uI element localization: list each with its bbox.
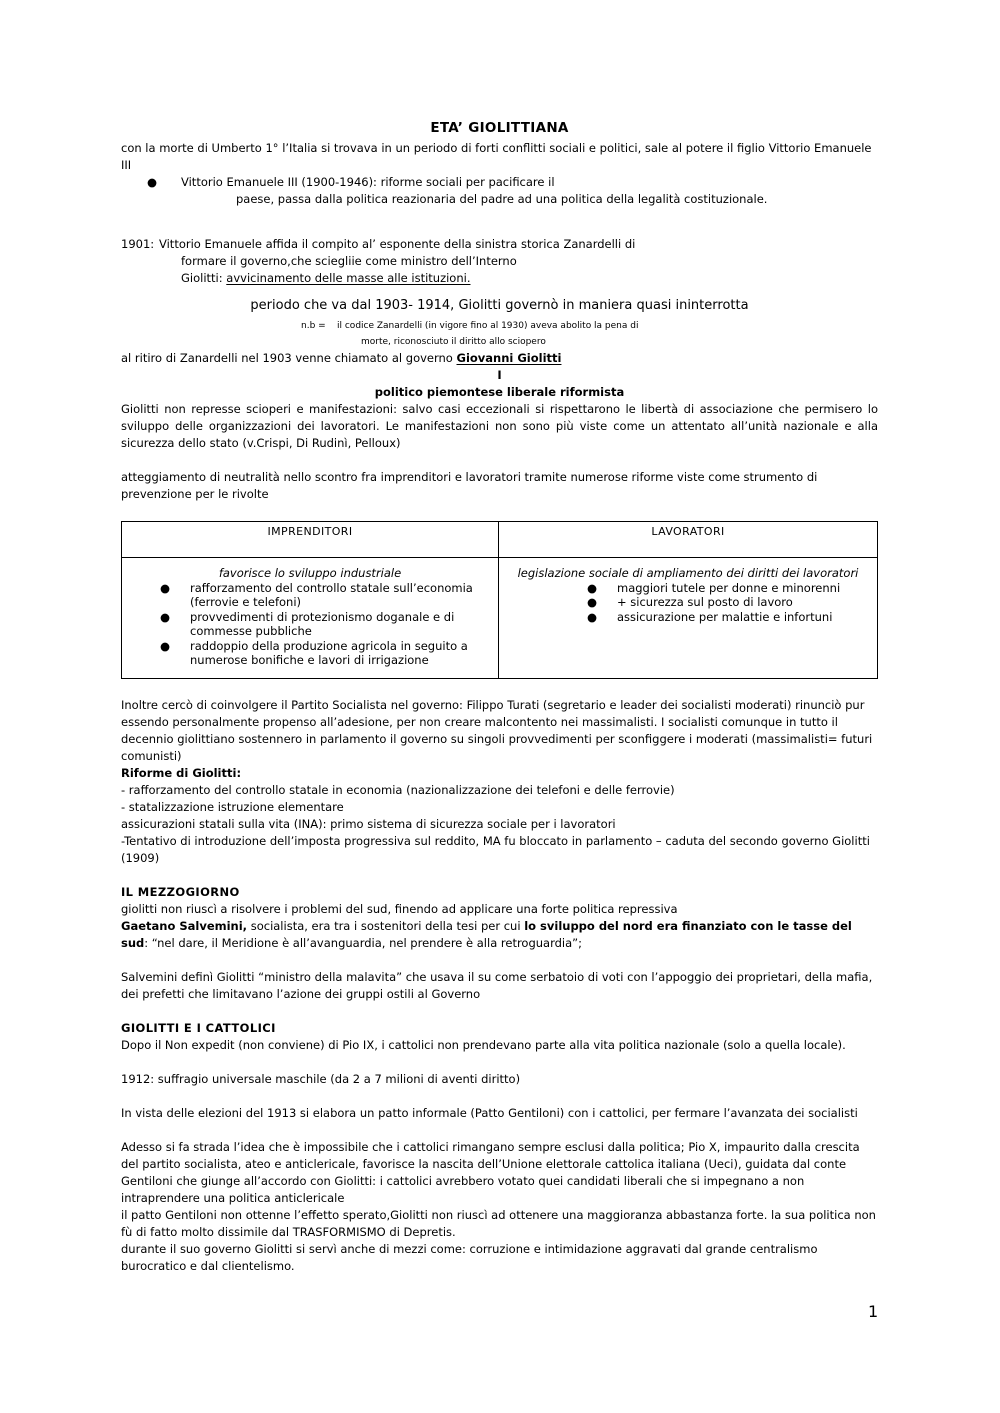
- nota-bene-text-1: il codice Zanardelli (in vigore fino al 1930) aveva abolito la pena di: [337, 321, 639, 331]
- bullet-icon: ●: [160, 638, 171, 653]
- bullet-vittorio-emanuele: [121, 174, 878, 191]
- neutralita-paragraph: atteggiamento di neutralità nello scontro fra imprenditori e lavoratori tramite numerose riforme viste come strumento di prevenzione per le rivolte: [121, 470, 818, 501]
- year-1901-block: [121, 236, 878, 253]
- nota-bene-line-2: morte, riconosciuto il diritto allo sciopero: [361, 337, 546, 347]
- politico-subtitle: politico piemontese liberale riformista: [374, 385, 625, 399]
- bullet-icon: ●: [587, 580, 598, 595]
- bullet-line-2: paese, passa dalla politica reazionaria del padre ad una politica della legalità costituzionale.: [236, 192, 768, 206]
- suffragio-line: 1912: suffragio universale maschile (da 2 a 7 milioni di aventi diritto): [121, 1071, 521, 1086]
- list-item: ● + sicurezza sul posto di lavoro: [587, 595, 793, 609]
- page-number: 1: [868, 1302, 879, 1321]
- bullet-icon: ●: [147, 175, 158, 189]
- malavita-paragraph: Salvemini definì Giolitti “ministro della malavita” che usava il su come serbatoio di voti con l’appoggio dei proprietari, della mafia, dei prefetti che limitavano l’azione dei gruppi ostili al Governo: [121, 969, 873, 1001]
- mezzogiorno-heading: IL MEZZOGIORNO: [121, 884, 240, 899]
- salvemini-paragraph: Gaetano Salvemini, socialista, era tra i sostenitori della tesi per cui lo sviluppo del nord era finanziato con le tasse del sud: “nel dare, il Meridione è all’avanguardia, nel prendere è alla retroguardia”;: [121, 918, 852, 950]
- masse-istituzioni-underlined: avvicinamento delle masse alle istituzioni.: [226, 271, 471, 285]
- cell-lavoratori: [499, 558, 878, 679]
- document-page: [121, 120, 878, 1275]
- bullet-icon: ●: [587, 595, 598, 609]
- adesso-paragraph: Adesso si fa strada l’idea che è impossibile che i cattolici rimangano sempre esclusi dalla politica; Pio X, impaurito dalla crescita del partito socialista, ateo e anticlericale, favorisce la nascita dell’Unione elettorale cattolica italiana (Ueci), guidata dal conte Gentiloni che giunge all’accordo con Giolitti: i cattolici avrebbero votato quei candidati liberali che si impegnano a non intraprendere una politica anticlericale: [121, 1139, 860, 1205]
- riforme-heading: Riforme di Giolitti:: [121, 765, 242, 780]
- esito-paragraph: il patto Gentiloni non ottenne l’effetto sperato,Giolitti non riuscì ad ottenere una maggioranza abbastanza forte. la sua politica non fù di fatto molto dissimile dal TRASFORMISMO di Depretis.: [121, 1207, 876, 1239]
- imprenditori-title: favorisce lo sviluppo industriale: [218, 566, 402, 580]
- mezzogiorno-line-1: giolitti non riuscì a risolvere i problemi del sud, finendo ad applicare una forte politica repressiva: [121, 901, 678, 916]
- document-title: ETA’ GIOLITTIANA: [430, 120, 569, 136]
- riforma-item: assicurazioni statali sulla vita (INA): primo sistema di sicurezza sociale per i lavoratori: [121, 816, 616, 831]
- list-item: ● rafforzamento del controllo statale sull’economia (ferrovie e telefoni): [160, 580, 473, 609]
- nota-bene-line-1: [121, 318, 878, 334]
- bullet-icon: ●: [160, 609, 171, 624]
- patto-line: In vista delle elezioni del 1913 si elabora un patto informale (Patto Gentiloni) con i cattolici, per fermare l’avanzata dei socialisti: [121, 1105, 858, 1120]
- zanardelli-retire-text: al ritiro di Zanardelli nel 1903 venne chiamato al governo: [121, 351, 457, 365]
- intro-paragraph: con la morte di Umberto 1° l’Italia si trovava in un periodo di forti conflitti sociali e politici, sale al potere il figlio Vittorio Emanuele III: [121, 141, 872, 172]
- giolitti-label: Giolitti:: [181, 271, 227, 285]
- scioperi-paragraph: Giolitti non represse scioperi e manifestazioni: salvo casi eccezionali si rispettarono le libertà di associazione che permisero lo sviluppo delle organizzazioni dei lavoratori. Le manifestazioni non sono più viste come un attentato all’unità nazionale e alla sicurezza dello stato (v.Crispi, Di Rudinì, Pelloux): [121, 402, 878, 450]
- cell-imprenditori: [122, 558, 499, 679]
- bullet-icon: ●: [587, 609, 598, 624]
- riforma-item: -Tentativo di introduzione dell’imposta progressiva sul reddito, MA fu bloccato in parlamento – caduta del secondo governo Giolitti (1909): [121, 833, 870, 865]
- year-1901-line-2: formare il governo,che sciegliie come ministro dell’Interno: [181, 254, 517, 268]
- period-heading: periodo che va dal 1903- 1914, Giolitti governò in maniera quasi ininterrotta: [250, 298, 749, 313]
- riforma-item: - statalizzazione istruzione elementare: [121, 799, 344, 814]
- year-1901-line-3: [121, 270, 878, 287]
- corruzione-paragraph: durante il suo governo Giolitti si servì anche di mezzi come: corruzione e intimidazione aggravati dal grande centralismo burocratico e dal clientelismo.: [121, 1241, 818, 1273]
- lavoratori-title: legislazione sociale di ampliamento dei diritti dei lavoratori: [517, 566, 859, 580]
- year-1901-line-1: Vittorio Emanuele affida il compito al’ esponente della sinistra storica Zanardelli di: [159, 237, 636, 251]
- header-imprenditori: IMPRENDITORI: [122, 522, 499, 558]
- list-item: ● raddoppio della produzione agricola in seguito a numerose bonifiche e lavori di irrigazione: [160, 638, 468, 667]
- header-lavoratori: LAVORATORI: [499, 522, 878, 558]
- list-item: ● assicurazione per malattie e infortuni: [587, 609, 833, 624]
- giovanni-giolitti-name: Giovanni Giolitti: [456, 351, 562, 365]
- list-item: ● provvedimenti di protezionismo doganale e di commesse pubbliche: [160, 609, 455, 638]
- arrow-marker: I: [497, 368, 502, 382]
- lavoratori-list: [509, 581, 867, 625]
- bullet-line-1: Vittorio Emanuele III (1900-1946): riforme sociali per pacificare il: [181, 175, 555, 189]
- bullet-icon: ●: [160, 580, 171, 595]
- socialisti-paragraph: Inoltre cercò di coinvolgere il Partito Socialista nel governo: Filippo Turati (segretario e leader dei socialisti moderati) rinunciò pur essendo personalmente propenso all’adesione, per non creare malcontento nei massimalisti. I socialisti comunque in tutto il decennio giolittiano sostennero in parlamento il governo su singoli provvedimenti per sconfiggere i moderati (massimalisti= futuri comunisti): [121, 697, 873, 763]
- salvemini-name: Gaetano Salvemini,: [121, 918, 248, 933]
- imprenditori-list: [132, 581, 488, 668]
- riforma-item: - rafforzamento del controllo statale in economia (nazionalizzazione dei telefoni e delle ferrovie): [121, 782, 675, 797]
- list-item: ● maggiori tutele per donne e minorenni: [587, 580, 841, 595]
- salvemini-thesis: lo sviluppo del nord era finanziato con le tasse del sud: [121, 918, 852, 950]
- non-expedit-line: Dopo il Non expedit (non conviene) di Pio IX, i cattolici non prendevano parte alla vita politica nazionale (solo a quella locale).: [121, 1037, 846, 1052]
- cattolici-heading: GIOLITTI E I CATTOLICI: [121, 1020, 276, 1035]
- zanardelli-retire-paragraph: [121, 350, 878, 367]
- comparison-table: [121, 521, 878, 679]
- year-label: 1901:: [121, 237, 155, 251]
- nota-bene-label: n.b =: [301, 321, 326, 331]
